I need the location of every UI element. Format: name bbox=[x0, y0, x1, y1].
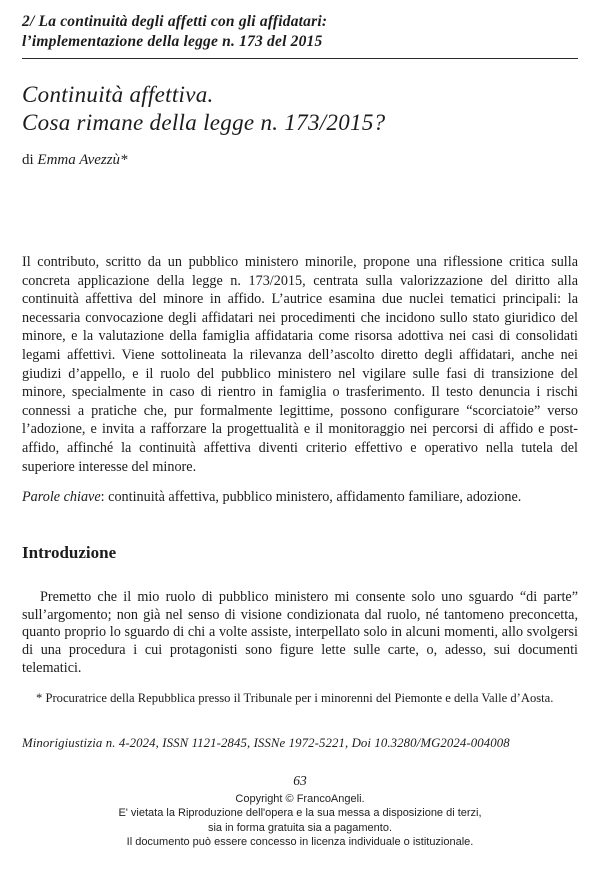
page-number: 63 bbox=[293, 772, 307, 788]
byline bbox=[22, 152, 578, 169]
keywords bbox=[22, 488, 578, 507]
introduction-paragraph: Premetto che il mio ruolo di pubblico ministero mi consente solo uno sguardo “di parte” sull’argomento; non già nel senso di visione condizionata dal ruolo, né tantomeno preconcetta, quanto proprio lo sguardo di chi a volte assiste, interpellato solo in alcuni momenti, allo svolgersi di una procedura i cui protagonisti sono figure lette sulle carte, o, adesso, sui documenti telematici. bbox=[22, 588, 578, 676]
article-title-line-1: Continuità affettiva. bbox=[22, 82, 214, 107]
copyright-notice bbox=[0, 792, 600, 850]
article-title bbox=[22, 81, 578, 137]
running-head bbox=[22, 12, 578, 52]
article-title-line-2: Cosa rimane della legge n. 173/2015? bbox=[22, 110, 386, 135]
author-name: Emma Avezzù* bbox=[37, 152, 128, 168]
author-footnote: * Procuratrice della Repubblica presso il Tribunale per i minorenni del Piemonte e della Valle d’Aosta. bbox=[36, 690, 554, 705]
copyright-line-2: E' vietata la Riproduzione dell'opera e la sua messa a disposizione di terzi, bbox=[118, 807, 482, 820]
keywords-label: Parole chiave bbox=[22, 489, 101, 506]
copyright-line-1: Copyright © FrancoAngeli. bbox=[235, 792, 365, 805]
header-rule bbox=[22, 58, 578, 59]
journal-info-line: Minorigiustizia n. 4-2024, ISSN 1121-2845, ISSNe 1972-5221, Doi 10.3280/MG2024-004008 bbox=[22, 735, 510, 750]
byline-prefix: di bbox=[22, 152, 38, 168]
copyright-line-4: Il documento può essere concesso in licenza individuale o istituzionale. bbox=[126, 836, 474, 849]
keywords-text: : continuità affettiva, pubblico ministero, affidamento familiare, adozione. bbox=[100, 489, 522, 506]
running-head-line-2: l’implementazione della legge n. 173 del 2015 bbox=[22, 33, 323, 50]
running-head-line-1: 2/ La continuità degli affetti con gli affidatari: bbox=[22, 13, 328, 30]
abstract: Il contributo, scritto da un pubblico ministero minorile, propone una riflessione critica sulla concreta applicazione della legge n. 173/2015, centrata sulla valorizzazione del diritto alla continuità affettiva del minore in affido. L’autrice esamina due nuclei tematici principali: la necessaria convocazione degli affidatari nei procedimenti che incidono sullo stato giuridico del minore, e la valutazione della famiglia affidataria come risorsa adottiva nei casi di consolidati legami affettivi. Viene sottolineata la rilevanza dell’ascolto diretto degli affidatari, anche nei giudizi d’appello, e il ruolo del pubblico ministero nel vigilare sulle fasi di transizione del minore, specialmente in caso di rientro in famiglia o trasferimento. Il testo denuncia i rischi connessi a pratiche che, pur formalmente legittime, possono configurare “scorciatoie” verso l’adozione, e invita a rafforzare la progettualità e il monitoraggio nei percorsi di affido e post-affido, affinché la continuità affettiva diventi criterio effettivo e operativo nella tutela del superiore interesse del minore. bbox=[22, 254, 578, 475]
copyright-line-3: sia in forma gratuita sia a pagamento. bbox=[207, 821, 393, 834]
section-heading-introduction: Introduzione bbox=[22, 542, 117, 562]
